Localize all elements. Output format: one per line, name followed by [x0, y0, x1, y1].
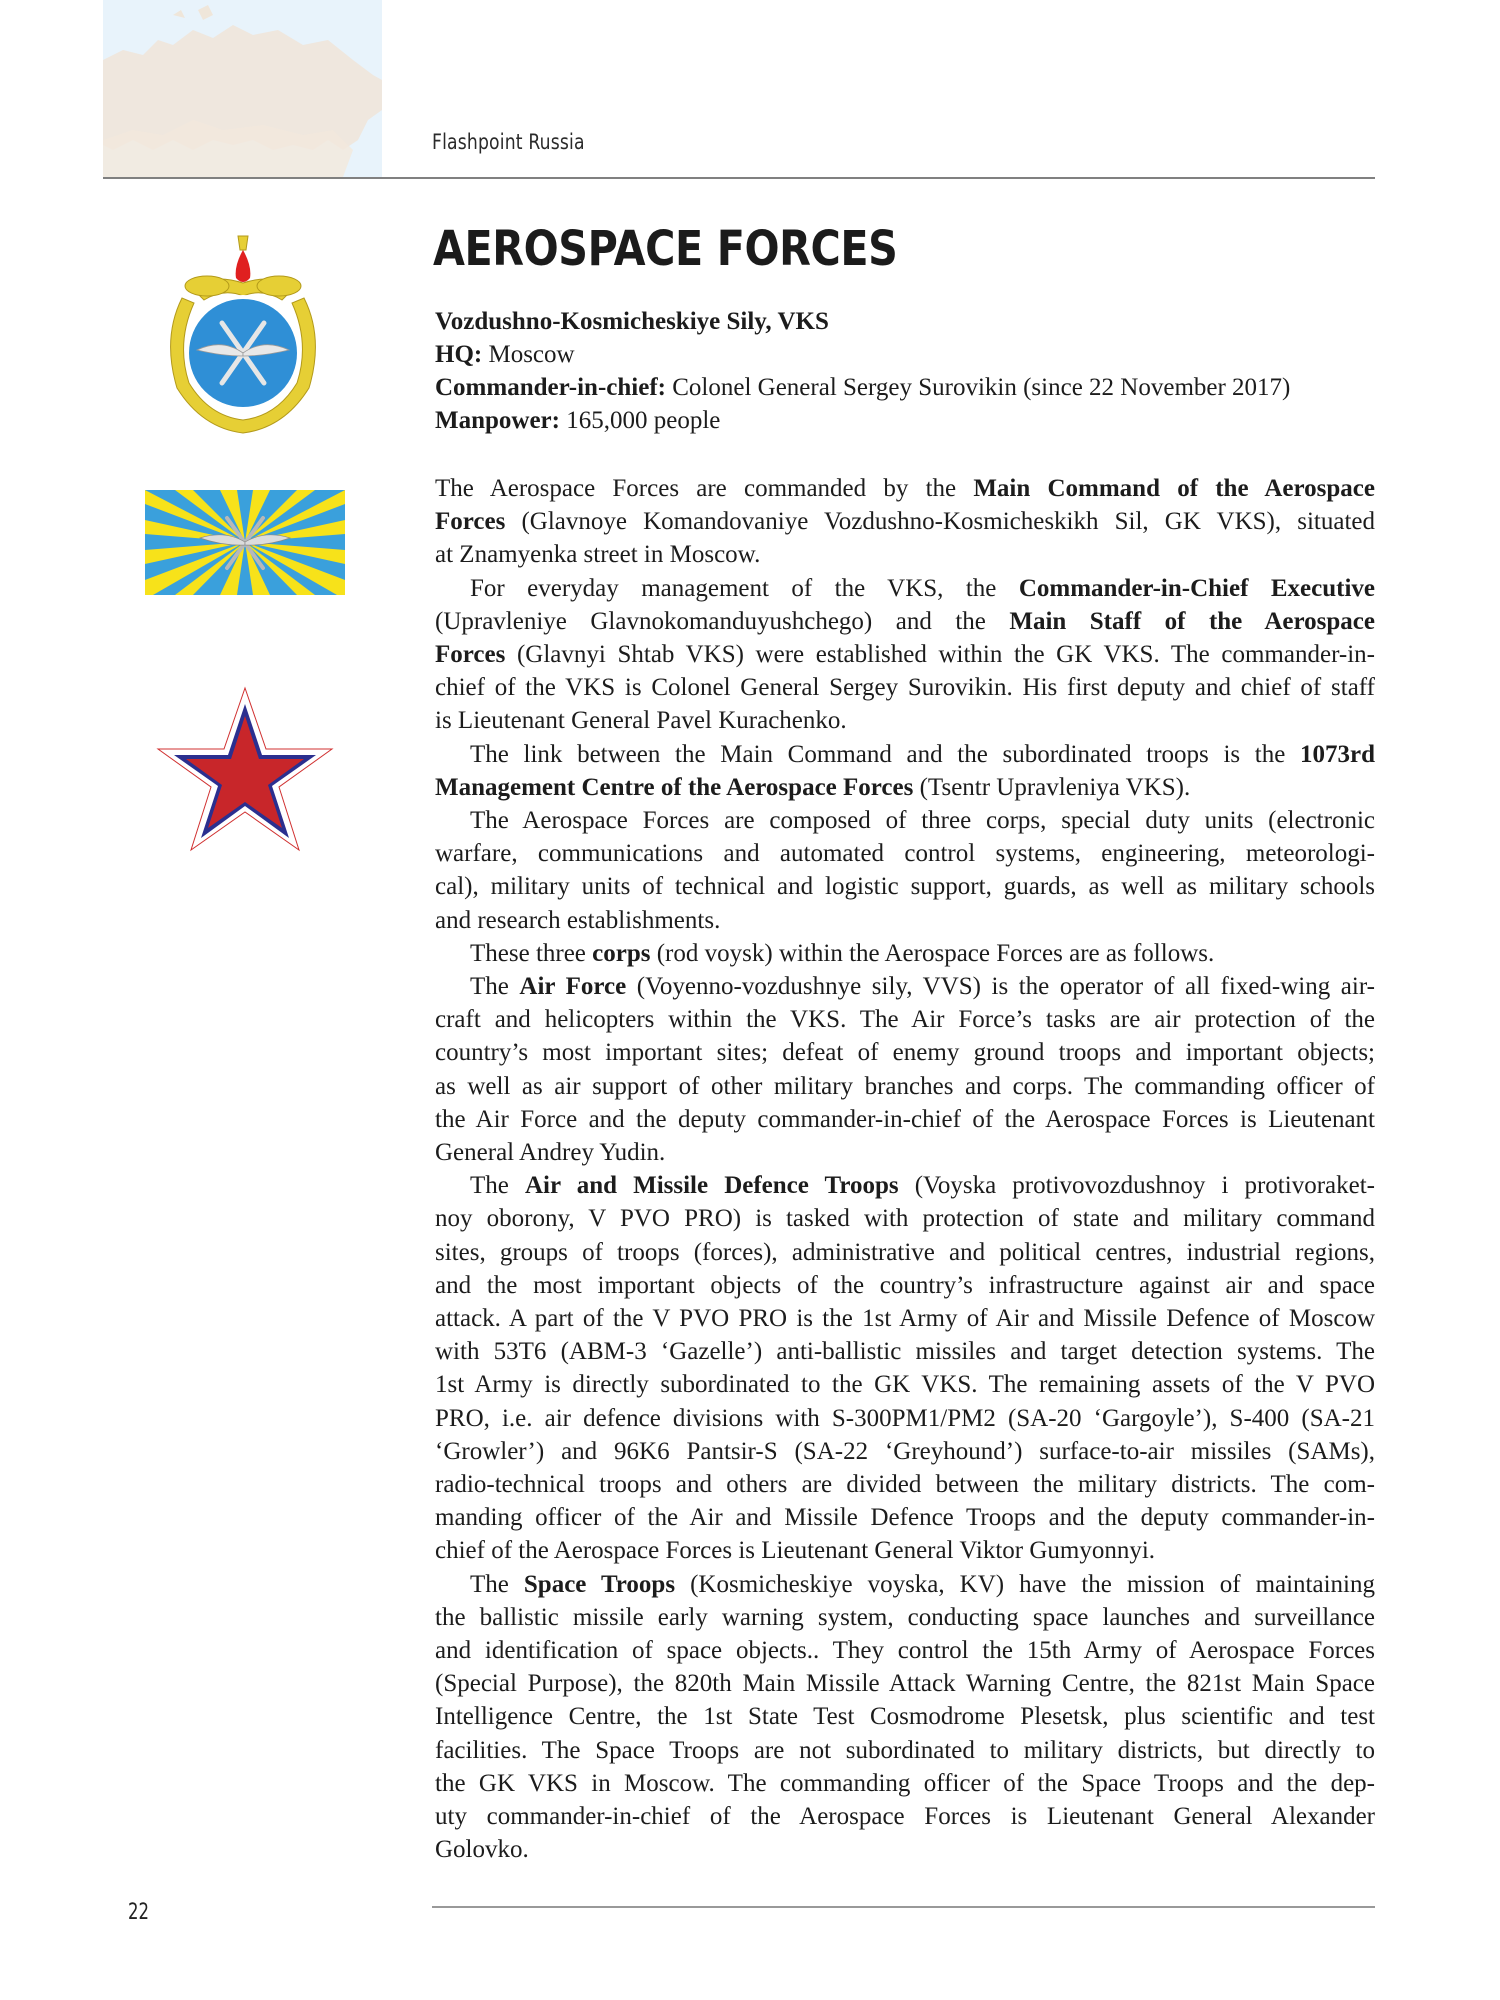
body-line	[435, 870, 1375, 903]
body-text-span: attack. A part of the V PVO PRO is the 1st Army of Air and Missile Defence of Moscow	[435, 1305, 1375, 1332]
body-text-span: For everyday management of the VKS, the	[470, 574, 1019, 602]
body-line	[435, 1667, 1375, 1700]
body-line	[435, 704, 1375, 737]
body-text-span: The	[470, 1570, 524, 1598]
body-text-span: Golovko.	[435, 1836, 529, 1864]
body-line	[435, 671, 1375, 704]
info-commander-label: Commander-in-chief:	[435, 374, 666, 401]
body-line	[435, 1036, 1375, 1069]
body-text-span: uty commander-in-chief of the Aerospace Forces is Lieutenant General Alexander	[435, 1803, 1375, 1830]
body-line	[435, 1767, 1375, 1800]
info-commander	[435, 371, 1290, 404]
body-line	[470, 738, 1375, 771]
body-text-span: chief of the VKS is Colonel General Sergey Surovikin. His first deputy and chief of staff	[435, 674, 1375, 702]
body-text-span: (Voyenno-vozdushnye sily, VVS) is the operator of all fixed-wing air-	[626, 973, 1375, 1000]
body-text-span: and the most important objects of the country’s infrastructure against air and space	[435, 1271, 1375, 1299]
body-text-span: (Glavnyi Shtab VKS) were established within the GK VKS. The commander-in-	[505, 641, 1375, 668]
body-line	[435, 1269, 1375, 1302]
russia-map-thumbnail	[103, 0, 382, 177]
body-line	[435, 1800, 1375, 1833]
body-text-span: facilities. The Space Troops are not subordinated to military districts, but directly to	[435, 1736, 1375, 1764]
body-line	[435, 1634, 1375, 1667]
body-text-span: cal), military units of technical and logistic support, guards, as well as military schools	[435, 873, 1375, 901]
body-line	[470, 937, 1375, 970]
body-line	[435, 1601, 1375, 1634]
body-line	[435, 638, 1375, 671]
body-text-span: manding officer of the Air and Missile Defence Troops and the deputy commander-in-	[435, 1504, 1375, 1532]
body-text-span: country’s most important sites; defeat of enemy ground troops and important objects;	[435, 1039, 1375, 1067]
info-commander-value: Colonel General Sergey Surovikin (since 22 November 2017)	[665, 374, 1291, 401]
body-bold-term: 1073rd	[1300, 740, 1375, 768]
page-title: AEROSPACE FORCES	[433, 221, 898, 277]
body-text-span: the GK VKS in Moscow. The commanding officer of the Space Troops and the dep-	[435, 1769, 1375, 1797]
info-name-value: Vozdushno-Kosmicheskiye Sily, VKS	[435, 308, 829, 335]
body-line	[435, 1700, 1375, 1733]
body-line	[435, 1070, 1375, 1103]
body-text-span: (Kosmicheskiye voyska, KV) have the mission of maintaining	[675, 1570, 1375, 1598]
body-line	[470, 804, 1375, 837]
running-head: Flashpoint Russia	[432, 130, 585, 154]
body-line	[435, 1468, 1375, 1501]
body-text-span: at Znamyenka street in Moscow.	[435, 541, 761, 569]
body-text-span: (Special Purpose), the 820th Main Missile Attack Warning Centre, the 821st Main Space	[435, 1670, 1375, 1698]
body-text-span: (rod voysk) within the Aerospace Forces are as follows.	[650, 939, 1215, 967]
page-number: 22	[128, 1900, 149, 1925]
body-text-span: the ballistic missile early warning system, conducting space launches and surveillance	[435, 1603, 1375, 1631]
body-line	[435, 472, 1375, 505]
body-text-span: and identification of space objects.. They control the 15th Army of Aerospace Forces	[435, 1637, 1375, 1664]
body-line	[435, 1833, 1375, 1866]
body-text-span: (Upravleniye Glavnokomanduyushchego) and the	[435, 607, 1010, 635]
body-text-span: The	[470, 973, 520, 1000]
body-line	[435, 1368, 1375, 1401]
body-text-span: (Glavnoye Komandovaniye Vozdushno-Kosmicheskikh Sil, GK VKS), situated	[505, 508, 1375, 536]
body-text-span: The Aerospace Forces are composed of three corps, special duty units (electronic	[470, 807, 1375, 834]
body-text-span: the Air Force and the deputy commander-in-chief of the Aerospace Forces is Lieutenant	[435, 1105, 1375, 1133]
body-text-span: warfare, communications and automated control systems, engineering, meteorologi-	[435, 840, 1375, 868]
body-line	[435, 1435, 1375, 1468]
body-line	[435, 837, 1375, 870]
body-text-span: The Aerospace Forces are commanded by the	[435, 475, 974, 502]
body-text-span: noy oborony, V PVO PRO) is tasked with protection of state and military command	[435, 1205, 1375, 1233]
info-manpower	[435, 404, 720, 437]
body-text-span: craft and helicopters within the VKS. The Air Force’s tasks are air protection of the	[435, 1006, 1375, 1034]
info-name	[435, 305, 829, 338]
body-line	[435, 1402, 1375, 1435]
vks-flag-icon	[145, 490, 345, 595]
body-text-span: and research establishments.	[435, 906, 721, 934]
body-bold-term: Management Centre of the Aerospace Forces	[435, 773, 914, 801]
body-bold-term: Air Force	[519, 973, 627, 1000]
body-line	[435, 1003, 1375, 1036]
body-line	[435, 1501, 1375, 1534]
body-line	[435, 1202, 1375, 1235]
red-star-roundel-icon	[156, 686, 334, 854]
body-text-span: PRO, i.e. air defence divisions with S-300PM1/PM2 (SA-20 ‘Gargoyle’), S-400 (SA-21	[435, 1404, 1375, 1432]
body-bold-term: corps	[592, 939, 651, 967]
body-bold-term: Forces	[435, 641, 506, 668]
body-text-span: chief of the Aerospace Forces is Lieutenant General Viktor Gumyonnyi.	[435, 1537, 1156, 1565]
body-text-span: sites, groups of troops (forces), administrative and political centres, industrial regions,	[435, 1238, 1375, 1266]
body-text-span: (Tsentr Upravleniya VKS).	[913, 773, 1191, 801]
body-line	[435, 1136, 1375, 1169]
body-text-span: 1st Army is directly subordinated to the GK VKS. The remaining assets of the V PVO	[435, 1371, 1375, 1399]
body-line	[435, 1534, 1375, 1567]
body-bold-term: Space Troops	[523, 1570, 676, 1598]
info-hq	[435, 338, 575, 371]
body-line	[470, 572, 1375, 605]
body-line	[435, 505, 1375, 538]
body-text-span: Intelligence Centre, the 1st State Test Cosmodrome Plesetsk, plus scientific and test	[435, 1703, 1375, 1731]
body-text-span: The link between the Main Command and the subordinated troops is the	[470, 740, 1300, 768]
body-line	[435, 1734, 1375, 1767]
body-bold-term: Main Command of the Aerospace	[973, 475, 1375, 502]
body-line	[435, 1335, 1375, 1368]
russia-map-icon	[103, 0, 382, 177]
body-text-span: (Voyska protivovozdushnoy i protivoraket-	[898, 1172, 1375, 1200]
body-bold-term: Commander-in-Chief Executive	[1018, 574, 1375, 602]
body-line	[470, 1169, 1375, 1202]
body-line	[470, 1568, 1375, 1601]
body-text-span: with 53T6 (ABM-3 ‘Gazelle’) anti-ballistic missiles and target detection systems. The	[435, 1338, 1375, 1366]
body-text-span: General Andrey Yudin.	[435, 1139, 666, 1166]
body-bold-term: Air and Missile Defence Troops	[524, 1172, 899, 1200]
body-line	[435, 771, 1375, 804]
body-text-span: radio-technical troops and others are divided between the military districts. The com-	[435, 1471, 1375, 1498]
info-hq-label: HQ:	[435, 341, 483, 368]
body-line	[435, 538, 1375, 571]
body-bold-term: Main Staff of the Aerospace	[1009, 607, 1375, 635]
body-text-span: ‘Growler’) and 96K6 Pantsir-S (SA-22 ‘Greyhound’) surface-to-air missiles (SAMs),	[435, 1437, 1375, 1465]
info-manpower-label: Manpower:	[435, 407, 560, 434]
body-text-span: as well as air support of other military branches and corps. The commanding officer of	[435, 1072, 1375, 1100]
body-line	[435, 1236, 1375, 1269]
body-bold-term: Forces	[435, 508, 506, 536]
vks-emblem-icon	[152, 228, 334, 438]
body-line	[435, 605, 1375, 638]
body-line	[470, 970, 1375, 1003]
body-line	[435, 1302, 1375, 1335]
info-hq-value: Moscow	[482, 341, 575, 368]
body-line	[435, 1103, 1375, 1136]
footer-rule	[432, 1906, 1375, 1908]
body-text-span: is Lieutenant General Pavel Kurachenko.	[435, 707, 847, 735]
body-text-span: These three	[470, 939, 593, 967]
info-manpower-value: 165,000 people	[559, 407, 721, 434]
body-line	[435, 904, 1375, 937]
header-rule	[103, 177, 1375, 179]
body-text-span: The	[470, 1172, 525, 1200]
